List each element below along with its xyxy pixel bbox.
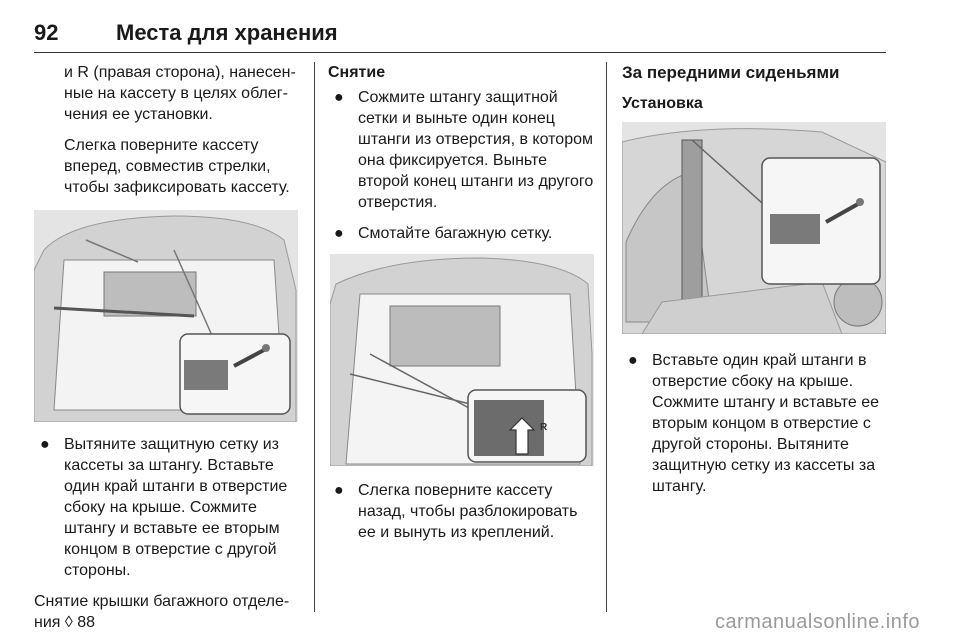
bullet-icon: ● [40, 436, 50, 453]
list-item [328, 223, 596, 244]
list-item [328, 480, 596, 543]
illustration-trunk-cargo-net [34, 210, 298, 422]
bullet-icon: ● [628, 352, 638, 369]
subheading-installation: Установка [622, 95, 703, 112]
list-item [34, 434, 306, 581]
column-divider [606, 62, 607, 612]
column-middle [328, 62, 596, 553]
list-item [622, 350, 888, 497]
page-header [34, 20, 886, 53]
column-right [622, 62, 888, 507]
page-title: Места для хранения [116, 20, 338, 45]
bullet-icon: ● [334, 225, 344, 242]
page-number: 92 [34, 20, 59, 45]
figure-cassette-removal [330, 254, 594, 466]
list-item [328, 87, 596, 213]
illustration-cassette-rotate-back [330, 254, 594, 466]
bullet-text: Смотайте багажную сетку. [358, 225, 553, 242]
bullet-text: Вставьте один край штанги в отверстие сбоку на крыше. Сожмите штангу и вставьте ее вторым концом в отверстие с другой стороны. Вытяните защитную сетку из кассеты за штангу. [652, 352, 880, 495]
bullet-icon: ● [334, 482, 344, 499]
figure-cargo-net-rear [34, 210, 298, 422]
section-heading: За передними сиденьями [622, 63, 840, 82]
subheading-removal: Снятие [328, 64, 386, 81]
figure-behind-front-seats [622, 122, 886, 334]
bullet-text: Слегка поверните кассету назад, чтобы разблокировать ее и вынуть из креплений. [358, 482, 578, 541]
bullet-icon: ● [334, 89, 344, 106]
column-left [34, 62, 306, 643]
paragraph-cross-reference: Снятие крышки багажного отделе-ния ◊ 88 [34, 593, 290, 631]
figure-label: R [540, 422, 548, 433]
bullet-text: Сожмите штангу защитной сетки и выньте один конец штанги из отверстия, в котором она фиксируется. Выньте второй конец штанги из другого отверстия. [358, 89, 594, 211]
paragraph-markers: и R (правая сторона), нанесен-ные на кассету в целях облег-чения ее установки. [64, 64, 296, 123]
column-divider [314, 62, 315, 612]
illustration-net-behind-seats [622, 122, 886, 334]
bullet-text: Вытяните защитную сетку из кассеты за штангу. Вставьте один край штанги в отверстие сбоку на крыше. Сожмите штангу и вставьте ее вторым концом в отверстие с другой стороны. [64, 436, 288, 579]
paragraph-rotate-forward: Слегка поверните кассету вперед, совместив стрелки, чтобы зафиксировать кассету. [64, 137, 290, 196]
watermark: carmanualsonline.info [714, 611, 920, 633]
